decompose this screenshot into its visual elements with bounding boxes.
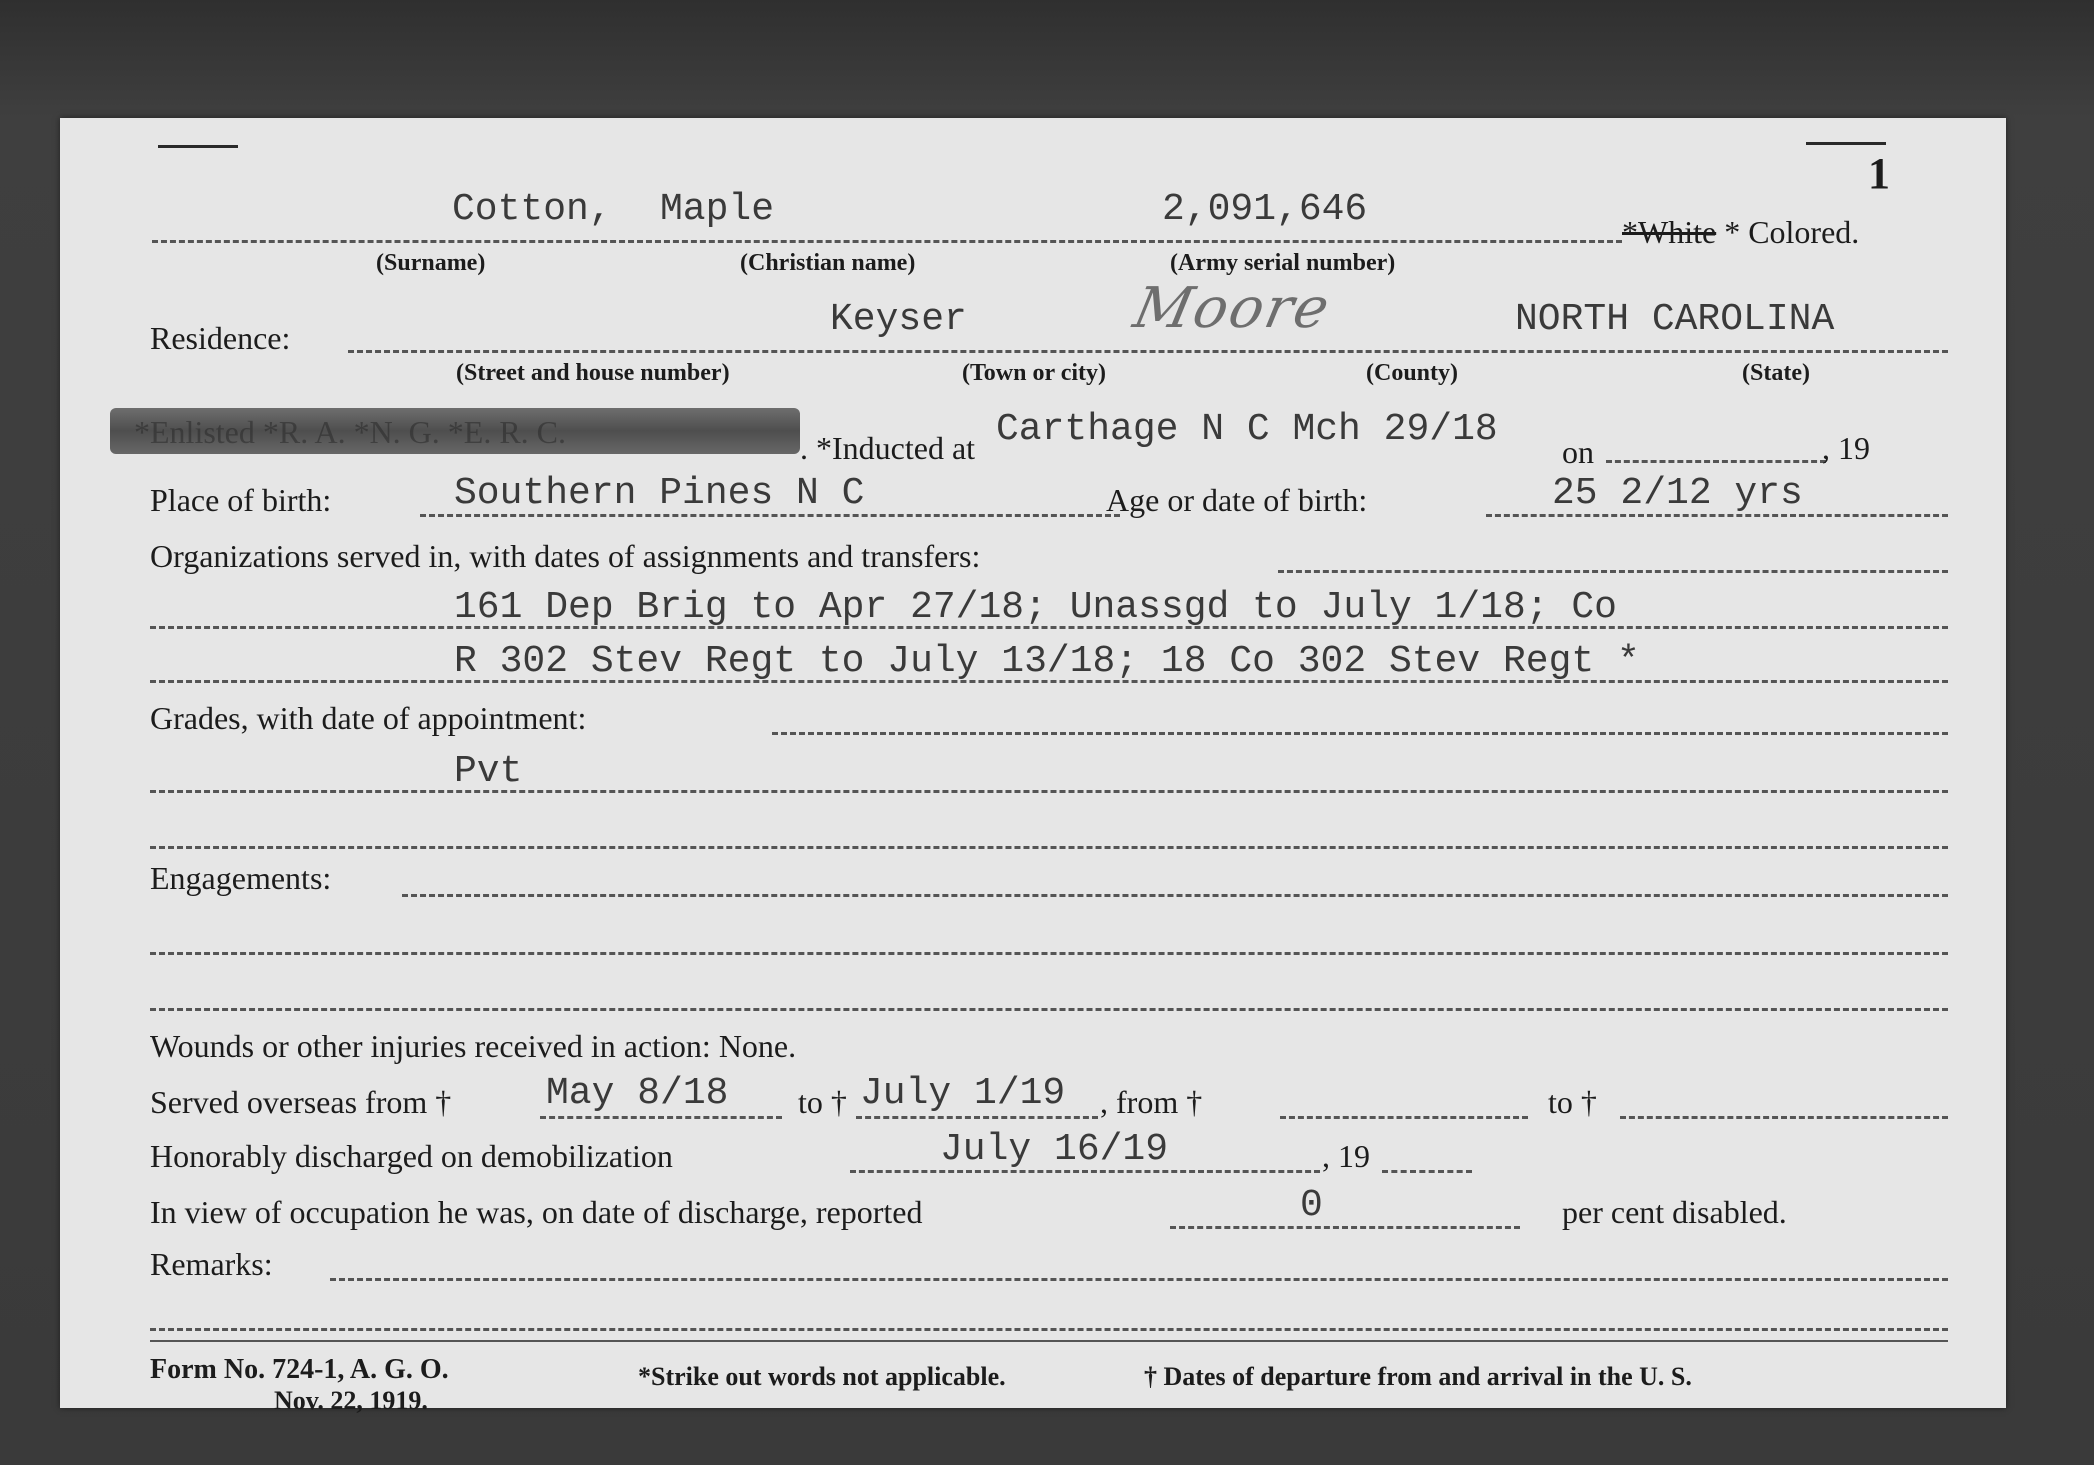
- street-caption: (Street and house number): [456, 360, 730, 386]
- surname-caption: (Surname): [376, 250, 486, 276]
- place-of-birth-value: Southern Pines N C: [454, 472, 865, 515]
- christian-name-caption: (Christian name): [740, 250, 916, 276]
- org-line-2: [150, 680, 1948, 683]
- overseas-line-a: [540, 1116, 782, 1119]
- wounds-label: Wounds or other injuries received in action: None.: [150, 1028, 797, 1064]
- top-right-bar: [1806, 142, 1886, 145]
- discharge-label: Honorably discharged on demobilization: [150, 1138, 673, 1174]
- residence-label: Residence:: [150, 320, 291, 356]
- organizations-label: Organizations served in, with dates of assignments and transfers:: [150, 538, 981, 574]
- overseas-line-c: [1280, 1116, 1528, 1119]
- occupation-label: In view of occupation he was, on date of discharge, reported: [150, 1194, 923, 1230]
- town-value: Keyser: [830, 298, 967, 341]
- overseas-to-label: to †: [798, 1084, 847, 1120]
- year-prefix-1: , 19: [1822, 430, 1870, 466]
- remarks-line-0: [330, 1278, 1948, 1281]
- overseas-from-value: May 8/18: [546, 1072, 729, 1115]
- discharge-line-a: [850, 1170, 1320, 1173]
- dates-note: † Dates of departure from and arrival in the U. S.: [1144, 1362, 1692, 1391]
- org-line-1: [150, 626, 1948, 629]
- row3-line: [1606, 460, 1826, 463]
- year-prefix-2: , 19: [1322, 1138, 1370, 1174]
- engagements-line-0: [402, 894, 1948, 897]
- percent-disabled-label: per cent disabled.: [1562, 1194, 1787, 1230]
- grades-line-1: [150, 790, 1948, 793]
- strike-note: *Strike out words not applicable.: [638, 1362, 1006, 1391]
- overseas-from2-label: , from †: [1100, 1084, 1203, 1120]
- organizations-line-2: R 302 Stev Regt to July 13/18; 18 Co 302 Stev Regt *: [454, 640, 1640, 683]
- christian-name-value: Maple: [660, 188, 775, 231]
- engagements-line-1: [150, 952, 1948, 955]
- discharge-date-value: July 16/19: [940, 1128, 1169, 1171]
- engagements-line-2: [150, 1008, 1948, 1011]
- place-of-birth-label: Place of birth:: [150, 482, 332, 518]
- remarks-rule: [150, 1340, 1948, 1342]
- town-caption: (Town or city): [962, 360, 1106, 386]
- form-date: Nov. 22, 1919.: [274, 1386, 428, 1415]
- remarks-label: Remarks:: [150, 1246, 273, 1282]
- serial-number-value: 2,091,646: [1162, 188, 1368, 231]
- age-value: 25 2/12 yrs: [1552, 472, 1803, 515]
- engagements-label: Engagements:: [150, 860, 332, 896]
- service-record-card: [60, 118, 2006, 1415]
- inducted-label: . *Inducted at: [800, 430, 976, 466]
- row1-line: [152, 240, 1622, 243]
- grades-line-2: [150, 846, 1948, 849]
- occupation-line: [1170, 1226, 1520, 1229]
- grades-line-0: [772, 732, 1948, 735]
- organizations-line-1: 161 Dep Brig to Apr 27/18; Unassgd to July 1/18; Co: [454, 586, 1617, 629]
- row2-line: [348, 350, 1948, 353]
- row4-line-b: [1486, 514, 1948, 517]
- age-label: Age or date of birth:: [1106, 482, 1368, 518]
- remarks-line-1: [150, 1328, 1948, 1331]
- county-value-handwritten: Moore: [1128, 276, 1337, 341]
- serial-caption: (Army serial number): [1170, 250, 1396, 276]
- race-colored: * Colored.: [1724, 214, 1860, 250]
- race-field: [1622, 214, 1859, 251]
- overseas-to2-label: to †: [1548, 1084, 1597, 1120]
- form-number: Form No. 724-1, A. G. O.: [150, 1354, 449, 1385]
- inducted-value: Carthage N C Mch 29/18: [996, 408, 1498, 451]
- overseas-line-b: [856, 1116, 1098, 1119]
- top-left-bar: [158, 145, 238, 148]
- grade-value: Pvt: [454, 750, 523, 793]
- org-line-0: [1278, 570, 1948, 573]
- card-number: 1: [1868, 149, 1890, 198]
- discharge-line-b: [1382, 1170, 1472, 1173]
- state-caption: (State): [1742, 360, 1810, 386]
- overseas-line-d: [1620, 1116, 1948, 1119]
- state-value: NORTH CAROLINA: [1515, 298, 1835, 341]
- race-white-struck: *White: [1622, 214, 1717, 250]
- surname-value: Cotton,: [452, 188, 612, 231]
- overseas-to-value: July 1/19: [860, 1072, 1066, 1115]
- county-caption: (County): [1366, 360, 1459, 386]
- on-label: on: [1562, 434, 1594, 470]
- row4-line-a: [420, 514, 1120, 517]
- enlisted-options-obscured: *Enlisted *R. A. *N. G. *E. R. C.: [134, 414, 567, 450]
- overseas-label: Served overseas from †: [150, 1084, 452, 1120]
- disability-value: 0: [1300, 1184, 1323, 1227]
- grades-label: Grades, with date of appointment:: [150, 700, 587, 736]
